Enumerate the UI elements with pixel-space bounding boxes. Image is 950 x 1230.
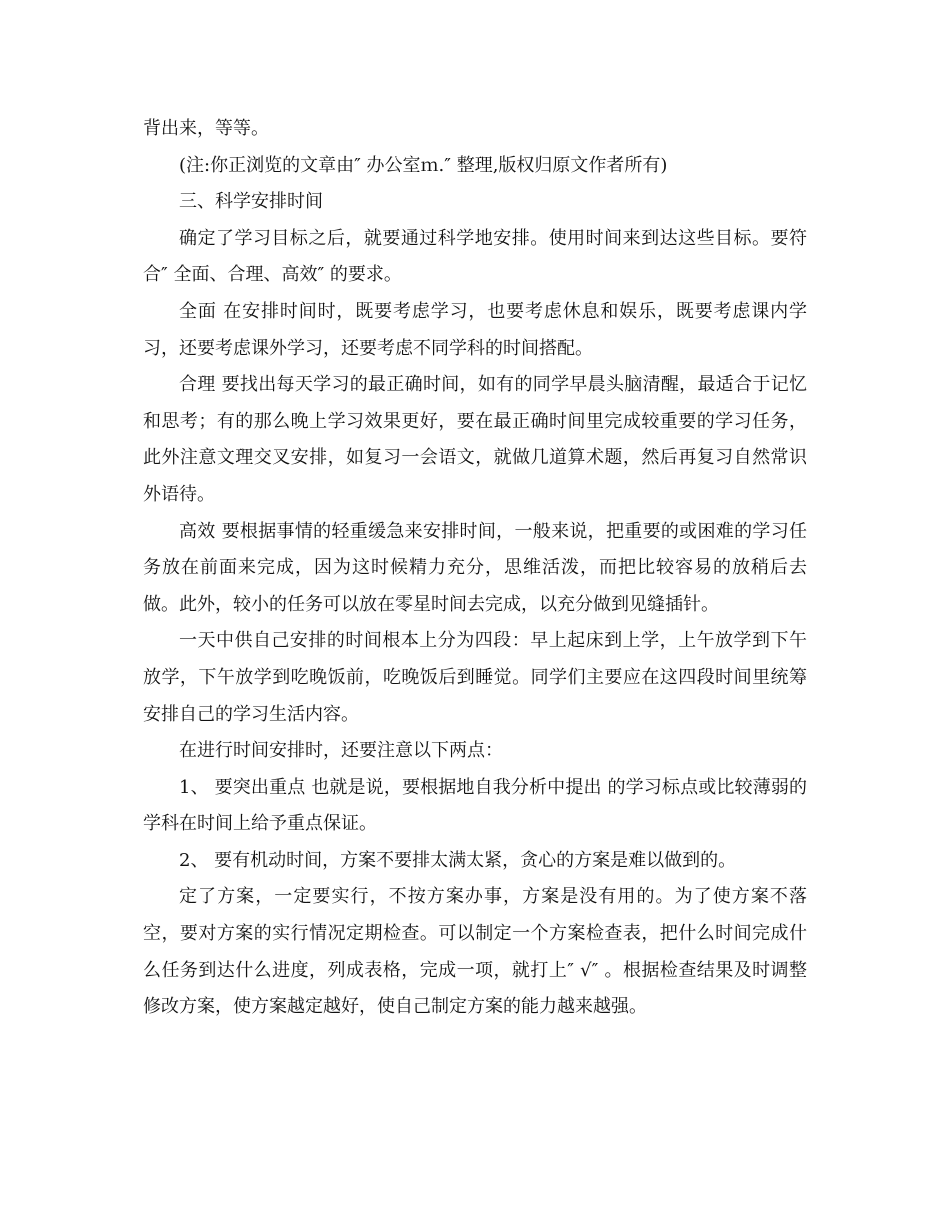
paragraph-efficient: 高效 要根据事情的轻重缓急来安排时间，一般来说，把重要的或困难的学习任务放在前面来完成，因为这时候精力充分，思维活泼，而把比较容易的放稍后去做。此外，较小的任务可以放在零星时间去完成，以充分做到见缝插针。 [143, 520, 807, 615]
paragraph-comprehensive: 全面 在安排时间时，既要考虑学习，也要考虑休息和娱乐，既要考虑课内学习，还要考虑课外学习，还要考虑不同学科的时间搭配。 [143, 300, 807, 359]
paragraph-reasonable: 合理 要找出每天学习的最正确时间，如有的同学早晨头脑清醒，最适合于记忆和思考；有的那么晚上学习效果更好，要在最正确时间里完成较重要的学习任务，此外注意文理交叉安排，如复习一会语文，就做几道算术题，然后再复习自然常识外语待。 [143, 374, 807, 505]
paragraph-conclusion: 定了方案，一定要实行，不按方案办事，方案是没有用的。为了使方案不落空，要对方案的实行情况定期检查。可以制定一个方案检查表，把什么时间完成什么任务到达什么进度，列成表格，完成一项，就打上″ √″ 。根据检查结果及时调整修改方案，使方案越定越好，使自己制定方案的能力越来越强。 [143, 886, 807, 1018]
paragraph-four-periods: 一天中供自己安排的时间根本上分为四段：早上起床到上学，上午放学到下午放学，下午放学到吃晚饭前，吃晚饭后到睡觉。同学们主要应在这四段时间里统筹安排自己的学习生活内容。 [143, 630, 807, 725]
paragraph-intro: 确定了学习目标之后，就要通过科学地安排。使用时间来到达这些目标。要符合″ 全面、合理、高效″ 的要求。 [143, 227, 807, 286]
section-heading: 三、科学安排时间 [179, 191, 323, 213]
paragraph-two-points-intro: 在进行时间安排时，还要注意以下两点： [179, 740, 503, 762]
paragraph-continuation: 背出来，等等。 [143, 118, 269, 139]
document-body [143, 111, 807, 1026]
list-item-point-1: 1、 要突出重点 也就是说，要根据地自我分析中提出 的学习标点或比较薄弱的学科在时间上给予重点保证。 [143, 776, 807, 835]
list-item-point-2: 2、 要有机动时间，方案不要排太满太紧，贪心的方案是难以做到的。 [179, 849, 737, 871]
paragraph-copyright-note: (注:你正浏览的文章由″ 办公室ｍ.″ 整理,版权归原文作者所有) [179, 154, 668, 176]
